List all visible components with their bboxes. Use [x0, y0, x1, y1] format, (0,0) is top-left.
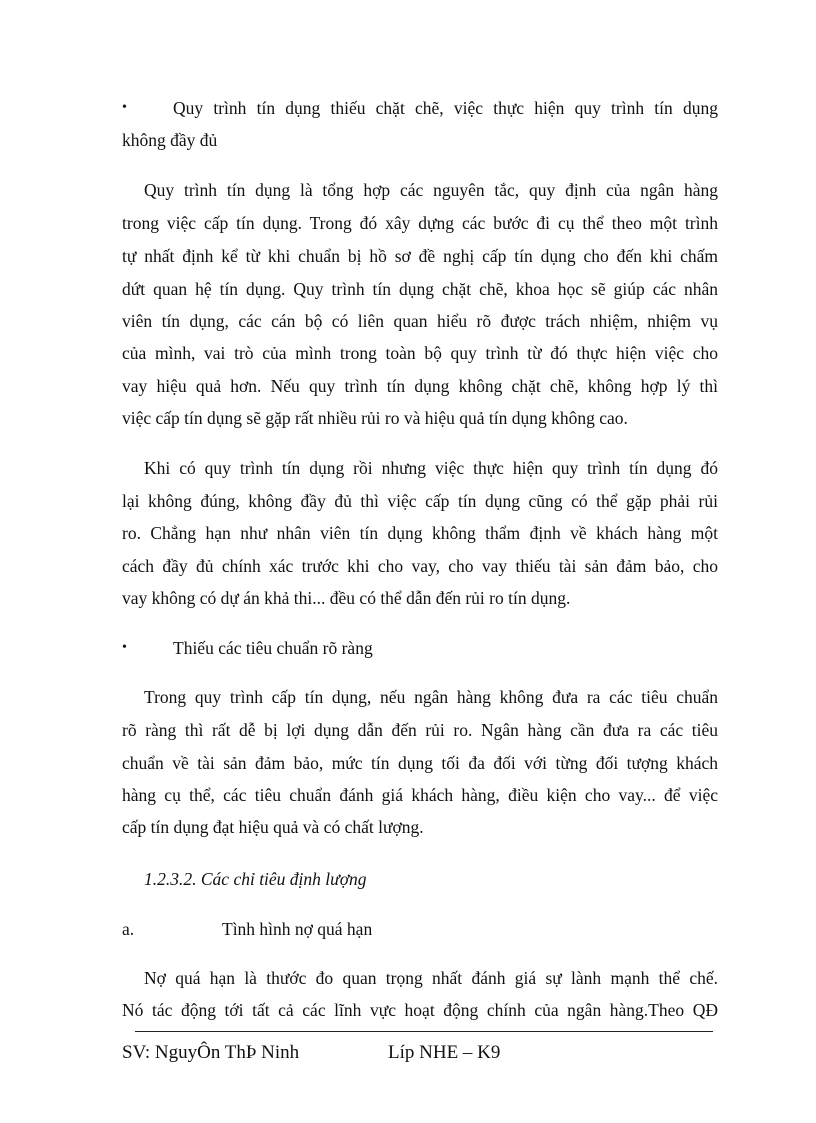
para-2-line: ro. Chẳng hạn như nhân viên tín dụng không thẩm định về khách hàng một	[122, 523, 718, 543]
para-3-line: chuẩn về tài sản đảm bảo, mức tín dụng tối đa đối với từng đối tượng khách	[122, 753, 718, 773]
para-1-line: trong việc cấp tín dụng. Trong đó xây dựng các bước đi cụ thể theo một trình	[122, 213, 718, 233]
section-1-title-line-2: không đầy đủ	[122, 130, 218, 150]
section-2-title: Thiếu các tiêu chuẩn rõ ràng	[173, 638, 373, 658]
para-3-line-last: cấp tín dụng đạt hiệu quả và có chất lượng.	[122, 817, 424, 837]
para-2-line: Khi có quy trình tín dụng rồi nhưng việc thực hiện quy trình tín dụng đó	[144, 458, 718, 478]
para-1-line-last: việc cấp tín dụng sẽ gặp rất nhiều rủi ro và hiệu quả tín dụng không cao.	[122, 408, 628, 428]
para-3-line: hàng cụ thể, các tiêu chuẩn đánh giá khách hàng, điều kiện cho vay... để việc	[122, 785, 718, 805]
para-2-line-last: vay không có dự án khả thi... đều có thể dẫn đến rủi ro tín dụng.	[122, 588, 571, 608]
para-4-line: Nợ quá hạn là thước đo quan trọng nhất đánh giá sự lành mạnh thể chế.	[144, 968, 718, 988]
section-1-title-line-1: Quy trình tín dụng thiếu chặt chẽ, việc thực hiện quy trình tín dụng	[173, 98, 718, 118]
para-1-line: dứt quan hệ tín dụng. Quy trình tín dụng chặt chẽ, khoa học sẽ giúp các nhân	[122, 279, 718, 299]
para-1-line: vay hiệu quả hơn. Nếu quy trình tín dụng không chặt chẽ, không hợp lý thì	[122, 376, 718, 396]
para-3-line: Trong quy trình cấp tín dụng, nếu ngân hàng không đưa ra các tiêu chuẩn	[144, 687, 718, 707]
bullet-2: •	[122, 640, 127, 655]
para-1-line: Quy trình tín dụng là tổng hợp các nguyên tắc, quy định của ngân hàng	[144, 180, 718, 200]
para-3-line: rõ ràng thì rất dễ bị lợi dụng dẫn đến rủi ro. Ngân hàng cần đưa ra các tiêu	[122, 720, 718, 740]
section-heading: 1.2.3.2. Các chỉ tiêu định lượng	[144, 869, 367, 889]
para-4-line: Nó tác động tới tất cả các lĩnh vực hoạt động chính của ngân hàng.Theo QĐ	[122, 1000, 718, 1020]
footer-class: Líp NHE – K9	[388, 1042, 501, 1063]
sub-item-title: Tình hình nợ quá hạn	[222, 919, 373, 939]
para-1-line: của mình, vai trò của mình trong toàn bộ quy trình từ đó thực hiện việc cho	[122, 343, 718, 363]
footer-student: SV: NguyÔn ThÞ Ninh	[122, 1042, 300, 1063]
para-1-line: viên tín dụng, các cán bộ có liên quan hiểu rõ được trách nhiệm, nhiệm vụ	[122, 311, 718, 331]
footer-divider	[135, 1031, 713, 1032]
para-1-line: tự nhất định kể từ khi chuẩn bị hồ sơ đề nghị cấp tín dụng cho đến khi chấm	[122, 246, 718, 266]
para-2-line: lại không đúng, không đầy đủ thì việc cấp tín dụng cũng có thể gặp phải rủi	[122, 491, 718, 511]
para-2-line: cách đầy đủ chính xác trước khi cho vay, cho vay thiếu tài sản đảm bảo, cho	[122, 556, 718, 576]
bullet-1: •	[122, 100, 127, 115]
sub-item-label: a.	[122, 919, 135, 939]
